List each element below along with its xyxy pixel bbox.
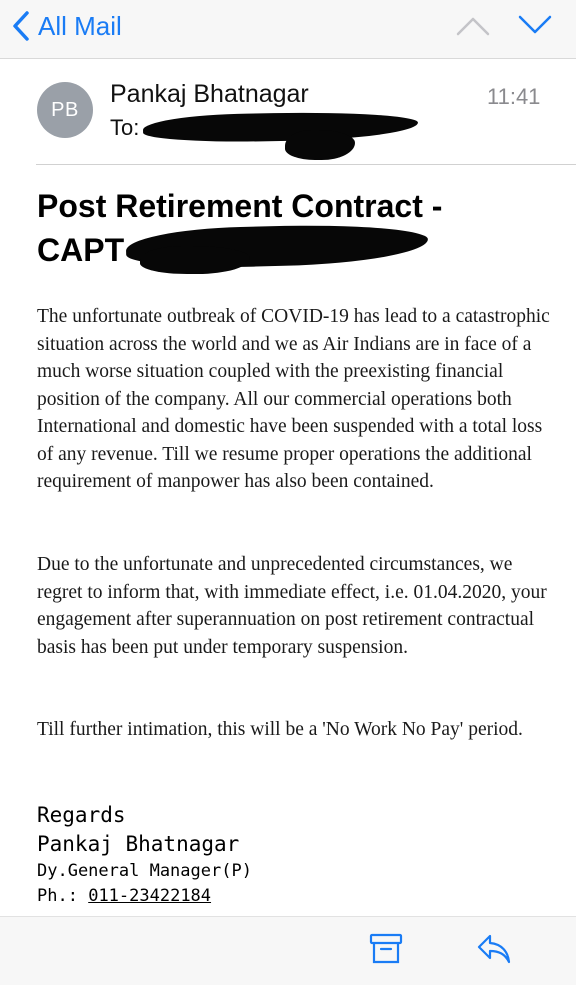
subject-line-2: CAPT	[37, 232, 125, 268]
back-label: All Mail	[38, 10, 122, 41]
bottom-toolbar	[0, 916, 576, 985]
signature-name: Pankaj Bhatnagar	[37, 832, 240, 856]
chevron-left-icon	[10, 10, 32, 42]
header-divider	[36, 164, 576, 165]
nav-bar	[0, 0, 576, 59]
body-paragraph: The unfortunate outbreak of COVID-19 has lead to a catastrophic situation across the world and we as Air Indians are in face of a much worse situation coupled with the preexisting financial position of the company. All our commercial operations both International and domestic have been suspended with a total loss of any revenue. Till we resume proper operations the additional requirement of manpower has also been contained.	[37, 306, 550, 492]
archive-icon[interactable]	[368, 931, 404, 967]
subject-line-1: Post Retirement Contract -	[37, 188, 443, 224]
chevron-up-icon[interactable]	[456, 10, 490, 40]
sender-name[interactable]: Pankaj Bhatnagar	[110, 80, 309, 108]
phone-label: Ph.:	[37, 886, 78, 906]
body-paragraph: Due to the unfortunate and unprecedented circumstances, we regret to inform that, with immediate effect, i.e. 01.04.2020, your engagement after superannuation on post retirement contractual basis has been put under temporary suspension.	[37, 554, 547, 658]
signature-title: Dy.General Manager(P)	[37, 861, 252, 881]
signature-phone	[37, 886, 211, 906]
reply-icon[interactable]	[476, 931, 512, 967]
body-paragraph: Till further intimation, this will be a 'No Work No Pay' period.	[37, 719, 523, 740]
signature-regards: Regards	[37, 803, 126, 827]
chevron-down-icon[interactable]	[518, 10, 552, 40]
back-button[interactable]	[10, 6, 122, 46]
message-time: 11:41	[487, 84, 541, 109]
avatar[interactable]	[37, 82, 93, 138]
avatar-initials: PB	[51, 98, 79, 121]
phone-link[interactable]: 011-23422184	[88, 886, 212, 906]
to-label: To:	[110, 115, 140, 140]
